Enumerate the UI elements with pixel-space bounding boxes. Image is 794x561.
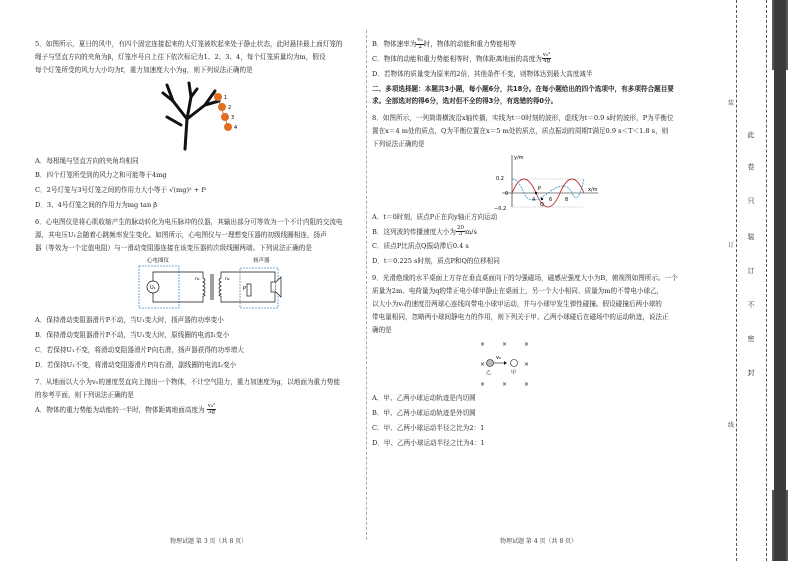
- wave-x-label: x/m: [588, 186, 598, 193]
- q9-option-a: A．甲、乙两小球运动轨迹是内切圆: [372, 394, 476, 403]
- q5-option-c-math: √(mg)² + f²: [169, 186, 207, 195]
- ball-yi-label: 乙: [486, 370, 492, 377]
- lantern-label-3: 3: [231, 114, 235, 121]
- wave-figure: [372, 153, 708, 211]
- svg-text:n₁: n₁: [195, 277, 200, 283]
- q9-option-c: C．甲、乙两小球运动半径之比为2：1: [372, 424, 485, 433]
- q9-option-d: D．甲、乙两小球运动半径之比为4：1: [372, 438, 485, 447]
- outer-label-3: 线: [727, 422, 734, 429]
- binding-char-6: 不: [747, 301, 755, 309]
- svg-text:×: ×: [524, 361, 530, 369]
- lantern-label-2: 2: [228, 104, 232, 111]
- binding-char-2: 卷: [747, 163, 755, 171]
- q8-option-b: B．这列波的传播速度大小为 $\frac{20}{3}$ m/s: [372, 224, 477, 238]
- binding-char-3: 只: [747, 197, 755, 205]
- q5-option-b: B．四个灯笼所受到的风力之和可能等于4mg: [35, 171, 167, 180]
- q7-option-a: A．物体的重力势能为动能的一半时，物体距离地面高度为 $\frac{\text{v₀²}}{3g}$: [35, 402, 216, 415]
- svg-text:×: ×: [524, 341, 530, 349]
- q9-stem: 9．光滑绝缘的水平桌面上方存在垂直桌面向下的匀强磁场，磁感应强度大小为B，俯视图如图所示。一个 质量为2m、电荷量为q的带正电小球甲静止在桌面上，另一个大小相同、质量为m的不带电小球乙， 以大小为v₀的速度沿两球心连线向带电小球甲运动，并与小球甲发生弹性碰撞。假设碰撞后两小球的 带电量相同，忽略两小球间静电力的作用，则下列关于甲、乙两小球碰后在磁场中的运动轨迹，说法正 确的是: [372, 274, 678, 334]
- right-footer: 物理试题 第 4 页（共 8 页）: [500, 538, 578, 545]
- binding-strip: [718, 0, 794, 561]
- q9-option-b: B．甲、乙两小球运动轨迹是外切圆: [372, 409, 476, 418]
- svg-text:×: ×: [502, 341, 508, 349]
- wave-x-tick-4: 4: [532, 196, 536, 203]
- ecg-transformer-figure: [35, 256, 365, 312]
- q8-stem: 8．如图所示，一列简谐横波沿x轴传播，实线为t＝0时刻的波形，虚线为t＝0.9 s时的波形，P为平衡位 置在x＝4 m处的质点，Q为平衡位置在x＝5 m处的质点，质点振动的周期T满足0.9 s＜T＜1.8 s，则 下列说法正确的是: [372, 114, 674, 148]
- q6-option-c: C．若保持U₁不变，将滑动变阻器滑片P向右滑，扬声器获得的功率增大: [35, 346, 244, 355]
- q8-option-d: D．t＝0.225 s时刻，质点P和Q的位移相同: [372, 257, 500, 266]
- wave-y-tick-zero: 0: [505, 190, 509, 197]
- q5-option-c: C．2号灯笼与3号灯笼之间的作用力大小等于 √(mg)² + f²: [35, 186, 207, 195]
- q5-option-d: D．3、4号灯笼之间的作用力为mg tan β: [35, 201, 158, 210]
- outer-label-1: 装: [727, 100, 734, 107]
- binding-char-8: 封: [747, 369, 755, 377]
- svg-text:×: ×: [524, 381, 530, 389]
- wave-x-tick-8: 8: [565, 196, 569, 203]
- wave-point-p: P: [538, 185, 542, 192]
- q8-option-a: A．t＝0时刻，质点P正在向y轴正方向运动: [372, 212, 498, 221]
- inner-cut-line: [766, 0, 767, 561]
- binding-char-4: 装: [747, 233, 755, 241]
- left-page: [35, 38, 365, 418]
- page-divider: [366, 30, 367, 540]
- ball-jia-label: 甲: [511, 370, 517, 377]
- outer-cut-line: [736, 0, 737, 561]
- wave-point-q: Q: [540, 201, 544, 208]
- q7-option-d: D．若物体的质量变为原来的2倍，其他条件不变，则物体达到最大高度减半: [372, 69, 593, 78]
- binding-bar: [774, 0, 786, 561]
- q8-option-c: C．质点P比质点Q振动滞后0.4 s: [372, 242, 469, 251]
- q7-option-c: C．物体的动能和重力势能相等时，物体距离地面的高度为 $\frac{\text{v₀²}}{4g}$: [372, 51, 551, 65]
- svg-text:n₂: n₂: [225, 277, 230, 283]
- wave-y-tick-bottom: −0.2: [494, 205, 507, 211]
- section-heading: 二、多项选择题：本题共3小题，每小题6分，共18分。在每小题给出的四个选项中，有多项符合题目要 求。全部选对的得6分，选对但不全的得3分，有选错的得0分。: [372, 84, 674, 106]
- q7-option-b: B．物体速率为 $\frac{\text{v₀}}{2}$ 时，物体的动能和重力势能相等: [372, 37, 517, 50]
- lantern-label-1: 1: [224, 94, 228, 101]
- q6-option-d: D．若保持U₁不变，将滑动变阻器滑片P向右滑，副线圈的电流I₂变小: [35, 360, 237, 369]
- binding-char-7: 密: [747, 335, 755, 343]
- svg-text:×: ×: [502, 381, 508, 389]
- q5-stem: 5．如图所示，夏日的风中，有四个固定连接起来的大灯笼被吹起来处于静止状态，此时悬挂最上面灯笼的 绳子与竖直方向的夹角为β，灯笼序号自上往下依次标记为1、2、3、4，每个灯笼质量均为m，假设 每个灯笼所受的风力大小均为f，重力加速度大小为g，则下列说法正确的是: [35, 40, 343, 74]
- ecg-device-label: 心电图仪: [147, 258, 170, 265]
- left-footer: 物理试题 第 3 页（共 8 页）: [170, 538, 248, 545]
- wave-y-tick-top: 0.2: [496, 175, 504, 182]
- svg-text:U₁: U₁: [150, 285, 156, 292]
- binding-char-1: 此: [747, 131, 755, 139]
- magnetic-field-figure: [372, 338, 708, 392]
- svg-text:×: ×: [480, 341, 486, 349]
- velocity-label: v₀: [496, 355, 501, 362]
- right-page: [372, 38, 708, 452]
- wave-x-tick-6: 6: [549, 196, 553, 203]
- lantern-tree-figure: [35, 79, 365, 151]
- q6-option-a: A．保持滑动变阻器滑片P不动，当U₁变大时，扬声器的功率变小: [35, 316, 224, 325]
- outer-label-2: 订: [727, 242, 734, 249]
- wave-y-label: y/m: [514, 154, 524, 161]
- svg-text:×: ×: [480, 361, 486, 369]
- speaker-label: 扬声器: [253, 258, 270, 265]
- lantern-label-4: 4: [234, 124, 238, 131]
- q5-option-a: A．每根绳与竖直方向的夹角均相同: [35, 156, 139, 165]
- q6-stem: 6．心电图仪是将心肌收缩产生的脉动转化为电压脉冲的仪器，其输出部分可等效为一个不计内阻的交流电 源，其电压U₁会随着心跳频率发生变化。如图所示，心电图仪与一理想变压器的初级线圈相连，扬声 器（等效为一个定值电阻）与一滑动变阻器连接在该变压器的次级线圈两端。下列说法正确的是: [35, 217, 343, 252]
- q6-option-b: B．保持滑动变阻器滑片P不动，当U₁变大时，原线圈的电流I₁变小: [35, 331, 230, 340]
- svg-text:×: ×: [480, 381, 486, 389]
- q7-stem: 7．从地面以大小为v₀的速度竖直向上抛出一个物体，不计空气阻力，重力加速度为g，以地面为重力势能 的参考平面，则下列说法正确的是: [35, 377, 340, 399]
- binding-char-5: 订: [747, 267, 755, 275]
- svg-text:P: P: [243, 286, 247, 293]
